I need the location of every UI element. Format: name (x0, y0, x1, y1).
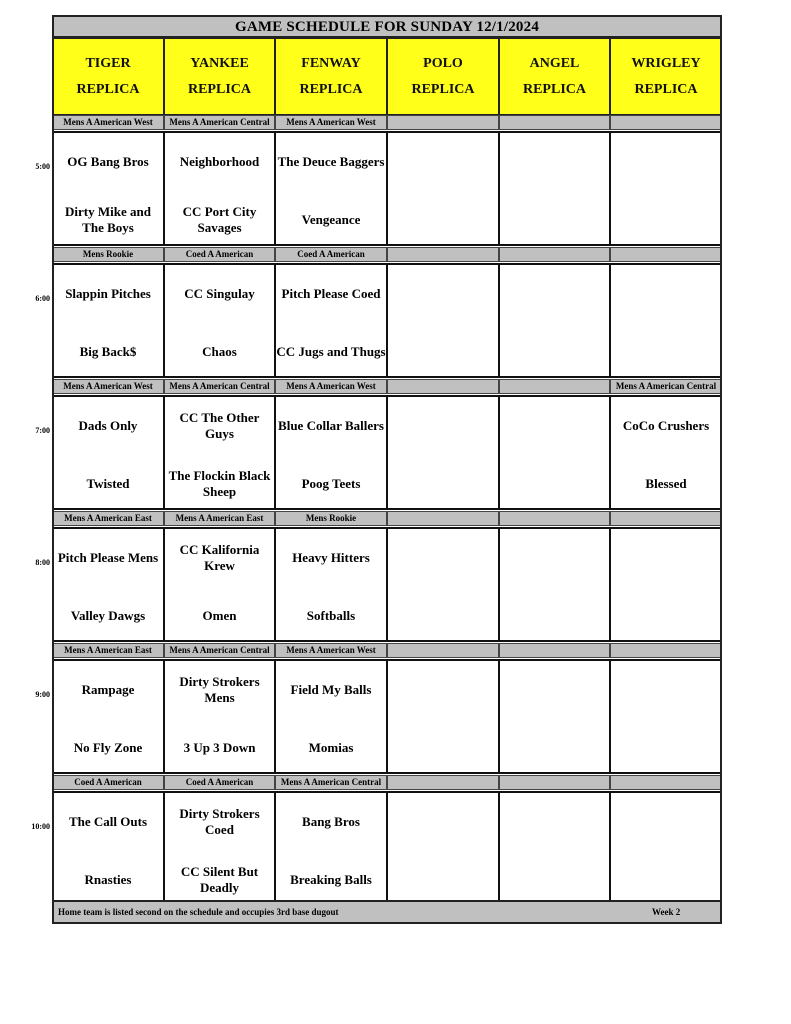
division-label (610, 115, 722, 130)
away-team: CC The Other Guys (179, 410, 260, 441)
division-label (164, 115, 275, 130)
away-team: OG Bang Bros (67, 154, 149, 169)
division-label (499, 775, 610, 790)
away-team (500, 409, 609, 443)
division-text: Mens A American West (286, 381, 376, 392)
away-team: Bang Bros (302, 814, 360, 829)
division-text: Coed A American (185, 249, 254, 260)
field-name: POLO (423, 55, 463, 71)
division-label (387, 115, 499, 130)
home-team (388, 599, 498, 633)
division-text: Mens A American Central (169, 117, 270, 128)
division-label (610, 511, 722, 526)
field-name: FENWAY (301, 55, 361, 71)
time-label: 7:00 (35, 426, 50, 435)
away-team (611, 277, 721, 311)
division-text: Mens A American West (63, 381, 153, 392)
home-team: CC Port City Savages (182, 204, 257, 235)
home-team: Blessed (645, 476, 687, 491)
home-team (388, 467, 498, 501)
away-team: CC Singulay (184, 286, 255, 301)
division-label (52, 511, 164, 526)
home-team (611, 863, 721, 897)
division-label (52, 247, 164, 262)
away-team (500, 805, 609, 839)
time-label: 8:00 (35, 558, 50, 567)
away-team: Pitch Please Coed (281, 286, 381, 301)
division-text: Mens A American Central (169, 645, 270, 656)
away-team (500, 277, 609, 311)
division-label (164, 643, 275, 658)
home-team: The Flockin Black Sheep (168, 468, 271, 499)
home-team: Dirty Mike and The Boys (65, 204, 151, 235)
division-label (275, 247, 387, 262)
home-team (500, 863, 609, 897)
division-text: Coed A American (297, 249, 365, 260)
away-team (500, 673, 609, 707)
home-team: Omen (202, 608, 237, 623)
home-team: Valley Dawgs (70, 608, 146, 623)
home-team: Chaos (202, 344, 237, 359)
division-text: Mens A American Central (615, 381, 717, 392)
division-label (499, 379, 610, 394)
away-team: Dirty Strokers Coed (179, 806, 260, 837)
field-subtitle: REPLICA (76, 81, 140, 97)
home-team: Poog Teets (301, 476, 361, 491)
home-team: 3 Up 3 Down (183, 740, 256, 755)
away-team: Blue Collar Ballers (278, 418, 384, 433)
division-text: Mens A American West (63, 117, 153, 128)
away-team: Dirty Strokers Mens (179, 674, 260, 705)
away-team (388, 805, 498, 839)
division-label (610, 643, 722, 658)
away-team: The Call Outs (68, 814, 147, 829)
home-team (500, 335, 609, 369)
away-team: CoCo Crushers (622, 418, 710, 433)
division-label (387, 775, 499, 790)
away-team (388, 145, 498, 179)
field-name: YANKEE (190, 55, 249, 71)
away-team: CC Kalifornia Krew (179, 542, 260, 573)
home-team (500, 731, 609, 765)
away-team: Field My Balls (290, 682, 372, 697)
home-team (388, 203, 498, 237)
field-name: ANGEL (529, 55, 580, 71)
home-team: Big Back$ (79, 344, 137, 359)
division-label (164, 511, 275, 526)
division-label (610, 775, 722, 790)
division-label (52, 115, 164, 130)
division-text: Mens A American Central (169, 381, 270, 392)
home-team (611, 335, 721, 369)
schedule-title: GAME SCHEDULE FOR SUNDAY 12/1/2024 (52, 15, 722, 38)
division-label (387, 643, 499, 658)
away-team: Neighborhood (179, 154, 260, 169)
division-text: Mens A American West (286, 117, 376, 128)
division-text: Coed A American (185, 777, 254, 788)
home-team (388, 863, 498, 897)
field-subtitle: REPLICA (299, 81, 363, 97)
time-label: 5:00 (35, 162, 50, 171)
division-label (275, 643, 387, 658)
division-text: Mens A American West (286, 645, 376, 656)
field-header (610, 38, 722, 115)
time-label: 10:00 (31, 822, 50, 831)
home-team: Momias (308, 740, 354, 755)
away-team: Heavy Hitters (292, 550, 370, 565)
division-label (52, 775, 164, 790)
field-subtitle: REPLICA (187, 81, 251, 97)
division-label (275, 379, 387, 394)
division-label (275, 511, 387, 526)
division-label (52, 379, 164, 394)
division-text: Mens A American East (64, 513, 152, 524)
home-team (611, 731, 721, 765)
footer-note: Home team is listed second on the schedule and occupies 3rd base dugout (58, 906, 339, 917)
away-team (611, 673, 721, 707)
home-team: Rnasties (84, 872, 132, 887)
away-team (388, 541, 498, 575)
division-label (387, 511, 499, 526)
home-team (611, 599, 721, 633)
home-team: No Fly Zone (73, 740, 143, 755)
time-label: 9:00 (35, 690, 50, 699)
division-label (164, 775, 275, 790)
footer-bar (52, 900, 722, 924)
division-text: Mens A American East (64, 645, 152, 656)
away-team: The Deuce Baggers (277, 154, 385, 169)
division-label (275, 115, 387, 130)
division-label (610, 379, 722, 394)
division-label (387, 379, 499, 394)
schedule-sheet (52, 15, 722, 924)
division-label (164, 379, 275, 394)
field-header (275, 38, 387, 115)
division-label (275, 775, 387, 790)
home-team (500, 599, 609, 633)
field-name: WRIGLEY (631, 55, 701, 71)
home-team (388, 335, 498, 369)
field-subtitle: REPLICA (522, 81, 586, 97)
away-team (611, 541, 721, 575)
division-text: Mens A American East (175, 513, 264, 524)
division-text: Mens Rookie (305, 513, 357, 524)
division-text: Mens Rookie (82, 249, 134, 260)
home-team (500, 467, 609, 501)
division-label (52, 643, 164, 658)
away-team (611, 805, 721, 839)
away-team (388, 673, 498, 707)
field-header (52, 38, 164, 115)
home-team (500, 203, 609, 237)
division-text: Mens A American Central (280, 777, 382, 788)
home-team: Twisted (86, 476, 130, 491)
division-label (499, 247, 610, 262)
away-team: Slappin Pitches (65, 286, 151, 301)
division-label (387, 247, 499, 262)
division-label (164, 247, 275, 262)
field-header (164, 38, 275, 115)
field-subtitle: REPLICA (411, 81, 475, 97)
away-team: Dads Only (78, 418, 138, 433)
division-label (499, 511, 610, 526)
away-team (500, 145, 609, 179)
time-label: 6:00 (35, 294, 50, 303)
away-team (388, 277, 498, 311)
division-text: Coed A American (74, 777, 142, 788)
field-subtitle: REPLICA (634, 81, 698, 97)
field-header (499, 38, 610, 115)
away-team: Pitch Please Mens (57, 550, 159, 565)
division-label (499, 643, 610, 658)
home-team: Softballs (306, 608, 356, 623)
field-header (387, 38, 499, 115)
division-label (610, 247, 722, 262)
home-team (388, 731, 498, 765)
away-team (500, 541, 609, 575)
home-team (611, 203, 721, 237)
home-team: CC Silent But Deadly (180, 864, 259, 895)
week-label: Week 2 (652, 906, 681, 917)
home-team: Vengeance (301, 212, 361, 227)
away-team (388, 409, 498, 443)
away-team (611, 145, 721, 179)
field-name: TIGER (85, 55, 131, 71)
home-team: Breaking Balls (290, 872, 372, 887)
away-team: Rampage (81, 682, 135, 697)
division-label (499, 115, 610, 130)
home-team: CC Jugs and Thugs (276, 344, 386, 359)
